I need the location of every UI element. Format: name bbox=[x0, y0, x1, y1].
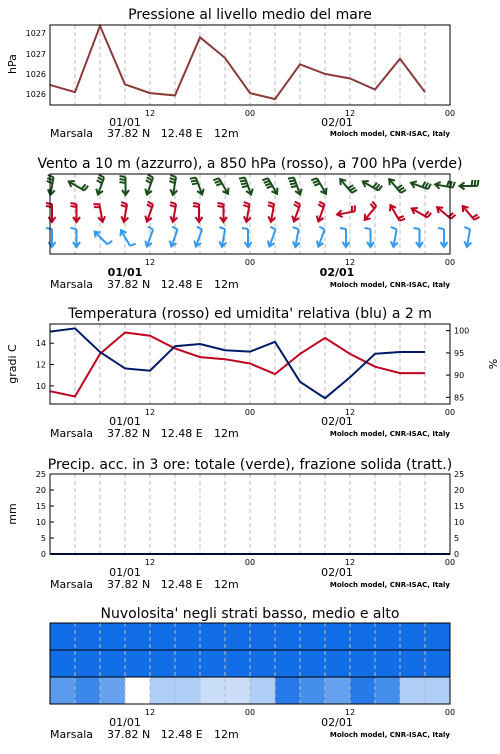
wind-barb-feather bbox=[398, 216, 404, 218]
wind-barb-feather bbox=[295, 202, 300, 205]
wind-barb-feather bbox=[391, 227, 397, 229]
wind-barb-feather bbox=[313, 181, 319, 183]
wind-barb-feather bbox=[399, 188, 404, 191]
cloud-cell bbox=[50, 677, 76, 704]
precipitation-panel bbox=[6, 457, 464, 591]
wind-barb bbox=[337, 205, 355, 217]
wind-barb-feather bbox=[172, 227, 177, 230]
wind-barb-feather bbox=[268, 205, 274, 207]
wind-barb-feather bbox=[48, 175, 54, 177]
station-coords: 37.82 N 12.48 E bbox=[107, 127, 203, 140]
wind-barb-feather bbox=[192, 183, 198, 184]
wind-barb-feather bbox=[239, 178, 245, 179]
wind-barb-feather bbox=[190, 178, 196, 179]
cloud-cell bbox=[375, 650, 401, 677]
wind-barb-feather bbox=[218, 203, 224, 204]
time-tick-label: 00 bbox=[445, 258, 455, 267]
cloud-cell bbox=[300, 650, 326, 677]
wind-barb-feather bbox=[447, 181, 449, 187]
wind-barb-feather bbox=[478, 180, 479, 186]
model-credit: Moloch model, CNR-ISAC, Italy bbox=[330, 130, 451, 138]
wind-barbs bbox=[46, 175, 480, 247]
wind-barb-feather bbox=[265, 183, 271, 185]
cloud-cell bbox=[100, 623, 126, 650]
cloud-cell bbox=[275, 677, 301, 704]
y-tick-label: 25 bbox=[36, 470, 46, 479]
y-tick-label-right: 25 bbox=[454, 470, 464, 479]
y-tick-label-right: 0 bbox=[454, 550, 459, 559]
cloud-cell bbox=[200, 650, 226, 677]
cloud-cell bbox=[125, 677, 151, 704]
cloud-cell bbox=[325, 650, 351, 677]
wind-barb bbox=[437, 207, 455, 219]
station-coords: 37.82 N 12.48 E bbox=[107, 427, 203, 440]
wind-barb-feather bbox=[288, 178, 294, 179]
wind-barb bbox=[213, 178, 228, 194]
wind-barb bbox=[170, 227, 178, 247]
y-tick-label: 15 bbox=[36, 502, 46, 511]
date-label: 02/01 bbox=[321, 415, 353, 428]
cloud-cell bbox=[250, 623, 276, 650]
cloud-cell bbox=[275, 650, 301, 677]
y-tick-label-right: 5 bbox=[454, 534, 459, 543]
cloud-cell bbox=[100, 677, 126, 704]
y-tick-label-right: 20 bbox=[454, 486, 464, 495]
cloud-cell bbox=[125, 650, 151, 677]
wind-barb bbox=[262, 178, 277, 194]
precipitation-ylabel: mm bbox=[6, 503, 19, 524]
wind-barb-feather bbox=[319, 227, 324, 230]
wind-barb-feather bbox=[350, 188, 355, 191]
wind-barb-feather bbox=[193, 206, 199, 207]
wind-barb-feather bbox=[130, 244, 136, 246]
cloud-panel bbox=[50, 606, 455, 741]
station-elevation: 12m bbox=[214, 427, 239, 440]
precipitation-frame bbox=[50, 474, 450, 554]
cloud-cell bbox=[350, 677, 376, 704]
model-credit: Moloch model, CNR-ISAC, Italy bbox=[330, 281, 451, 289]
wind-barb-feather bbox=[121, 202, 127, 204]
wind-barb-feather bbox=[219, 227, 225, 229]
time-tick-label: 00 bbox=[445, 708, 455, 717]
pressure-series-line bbox=[50, 26, 425, 99]
cloud-cell bbox=[425, 650, 451, 677]
cloud-cell bbox=[150, 677, 176, 704]
wind-barb bbox=[190, 178, 204, 195]
wind-barb bbox=[365, 228, 375, 247]
cloud-xticks bbox=[145, 708, 455, 717]
wind-barb bbox=[170, 202, 178, 222]
wind-barb bbox=[46, 203, 56, 222]
pressure-xticks bbox=[145, 109, 455, 118]
wind-barb bbox=[311, 178, 326, 194]
cloud-cell bbox=[75, 623, 101, 650]
wind-barb-feather bbox=[148, 227, 153, 230]
cloud-cell bbox=[200, 623, 226, 650]
y-tick-label-right: 90 bbox=[454, 371, 464, 380]
wind-barb-feather bbox=[425, 183, 428, 188]
wind-barb-feather bbox=[294, 204, 299, 207]
wind-barb bbox=[95, 232, 113, 245]
wind-title: Vento a 10 m (azzurro), a 850 hPa (rosso), a 700 hPa (verde) bbox=[37, 156, 462, 172]
wind-barb bbox=[268, 227, 276, 247]
y-tick-label: 5 bbox=[41, 534, 46, 543]
wind-barb-feather bbox=[240, 180, 246, 181]
wind-barb-feather bbox=[414, 228, 420, 229]
date-label: 02/01 bbox=[321, 116, 353, 129]
cloud-cell bbox=[200, 677, 226, 704]
wind-barb-feather bbox=[318, 204, 323, 207]
time-tick-label: 12 bbox=[345, 258, 355, 267]
cloud-cell bbox=[225, 623, 251, 650]
cloud-cell bbox=[175, 677, 201, 704]
wind-barb bbox=[390, 205, 405, 221]
wind-barb-feather bbox=[71, 206, 77, 207]
wind-barb-feather bbox=[290, 183, 296, 184]
wind-barb-feather bbox=[397, 185, 402, 188]
cloud-cell bbox=[75, 650, 101, 677]
cloud-cell bbox=[425, 623, 451, 650]
wind-barb bbox=[435, 181, 455, 189]
wind-barb bbox=[389, 179, 406, 193]
wind-barb-feather bbox=[311, 178, 317, 180]
y-tick-label: 0 bbox=[41, 550, 46, 559]
station-name: Marsala bbox=[50, 127, 93, 140]
cloud-cell bbox=[150, 623, 176, 650]
cloud-cell bbox=[175, 650, 201, 677]
wind-barb-feather bbox=[422, 182, 425, 187]
temperature-series-line bbox=[50, 333, 425, 397]
wind-barb-feather bbox=[197, 227, 202, 230]
cloud-cell bbox=[125, 623, 151, 650]
y-tick-label: 12 bbox=[36, 361, 46, 370]
wind-barb-feather bbox=[170, 178, 176, 180]
y-tick-label: 14 bbox=[36, 339, 46, 348]
pressure-title: Pressione al livello medio del mare bbox=[128, 7, 372, 23]
wind-barb-feather bbox=[472, 215, 477, 218]
cloud-cell bbox=[50, 623, 76, 650]
model-credit: Moloch model, CNR-ISAC, Italy bbox=[330, 430, 451, 438]
time-tick-label: 00 bbox=[245, 408, 255, 417]
wind-barb-feather bbox=[148, 202, 153, 205]
wind-barb bbox=[340, 179, 357, 193]
station-elevation: 12m bbox=[214, 127, 239, 140]
time-tick-label: 12 bbox=[345, 708, 355, 717]
y-tick-label-right: 15 bbox=[454, 502, 464, 511]
wind-barb-feather bbox=[193, 203, 199, 204]
station-elevation: 12m bbox=[214, 578, 239, 591]
wind-barb-feather bbox=[213, 178, 219, 180]
time-tick-label: 00 bbox=[445, 558, 455, 567]
wind-barb-feather bbox=[46, 203, 52, 204]
cloud-cell bbox=[175, 623, 201, 650]
wind-barb bbox=[463, 206, 480, 220]
cloud-cell bbox=[100, 650, 126, 677]
cloud-cell bbox=[75, 677, 101, 704]
wind-barb bbox=[464, 227, 471, 247]
wind-barb-feather bbox=[289, 180, 295, 181]
cloud-cell bbox=[400, 623, 426, 650]
wind-barb bbox=[194, 227, 202, 247]
pressure-ylabel: hPa bbox=[6, 54, 19, 74]
cloud-cell bbox=[225, 650, 251, 677]
wind-barb bbox=[121, 230, 136, 246]
cloud-cell bbox=[250, 650, 276, 677]
y-tick-label-right: 10 bbox=[454, 518, 464, 527]
date-label: 01/01 bbox=[109, 716, 141, 729]
wind-barb bbox=[293, 227, 300, 247]
wind-barb bbox=[411, 181, 431, 189]
wind-barb bbox=[193, 203, 203, 222]
wind-barb-feather bbox=[216, 183, 222, 185]
wind-xticks bbox=[145, 258, 455, 267]
wind-barb-feather bbox=[293, 227, 299, 229]
wind-barb-feather bbox=[215, 181, 221, 183]
wind-barb bbox=[46, 228, 56, 247]
wind-barb-feather bbox=[352, 190, 357, 193]
pressure-ytick: 1026 bbox=[26, 70, 46, 79]
time-tick-label: 12 bbox=[345, 109, 355, 118]
wind-barb-feather bbox=[475, 180, 476, 186]
station-name: Marsala bbox=[50, 578, 93, 591]
station-coords: 37.82 N 12.48 E bbox=[107, 278, 203, 291]
wind-barb-feather bbox=[243, 205, 249, 207]
cloud-cell bbox=[400, 650, 426, 677]
wind-barb bbox=[145, 227, 153, 247]
wind-barb-feather bbox=[244, 202, 250, 204]
precipitation-xticks bbox=[145, 558, 455, 567]
wind-barb bbox=[69, 181, 89, 191]
wind-barb bbox=[340, 228, 350, 247]
wind-barb bbox=[169, 175, 177, 195]
wind-barb-feather bbox=[428, 184, 431, 189]
wind-barb-feather bbox=[120, 176, 126, 177]
cloud-cell bbox=[275, 623, 301, 650]
pressure-ytick: 1026 bbox=[26, 90, 46, 99]
wind-barb bbox=[268, 202, 276, 222]
wind-barb bbox=[120, 176, 130, 195]
wind-barb-feather bbox=[242, 228, 248, 229]
wind-barb-feather bbox=[340, 228, 346, 229]
time-tick-label: 12 bbox=[145, 558, 155, 567]
wind-barb-feather bbox=[453, 182, 455, 188]
wind-barb-feather bbox=[401, 190, 406, 193]
wind-barb bbox=[145, 202, 153, 222]
wind-barb-feather bbox=[291, 186, 297, 187]
station-name: Marsala bbox=[50, 427, 93, 440]
pressure-panel bbox=[6, 7, 455, 140]
wind-barb bbox=[391, 227, 398, 247]
temperature-title: Temperatura (rosso) ed umidita' relativa (blu) a 2 m bbox=[67, 306, 432, 322]
wind-barb-feather bbox=[365, 228, 371, 229]
wind-barb bbox=[460, 180, 479, 190]
wind-barb-feather bbox=[71, 228, 77, 229]
wind-barb bbox=[292, 202, 300, 222]
wind-barb bbox=[317, 202, 325, 222]
station-name: Marsala bbox=[50, 728, 93, 741]
wind-barb bbox=[363, 181, 383, 191]
cloud-title: Nuvolosita' negli strati basso, medio e alto bbox=[101, 606, 400, 622]
cloud-cell bbox=[350, 650, 376, 677]
cloud-cell bbox=[300, 677, 326, 704]
cloud-cell bbox=[350, 623, 376, 650]
date-label: 01/01 bbox=[109, 116, 141, 129]
station-elevation: 12m bbox=[214, 728, 239, 741]
y-tick-label: 10 bbox=[36, 382, 46, 391]
precipitation-title: Precip. acc. in 3 ore: totale (verde), frazione solida (tratt.) bbox=[48, 457, 452, 473]
time-tick-label: 00 bbox=[245, 708, 255, 717]
time-tick-label: 00 bbox=[445, 408, 455, 417]
station-name: Marsala bbox=[50, 278, 93, 291]
wind-barb bbox=[218, 203, 228, 222]
time-tick-label: 00 bbox=[245, 558, 255, 567]
cloud-cell bbox=[325, 677, 351, 704]
time-tick-label: 12 bbox=[345, 558, 355, 567]
wind-barb-feather bbox=[218, 206, 224, 207]
wind-barb-feather bbox=[319, 202, 324, 205]
model-credit: Moloch model, CNR-ISAC, Italy bbox=[330, 581, 451, 589]
wind-barb-feather bbox=[262, 178, 268, 180]
wind-barb-feather bbox=[146, 180, 151, 183]
y-tick-label: 10 bbox=[36, 518, 46, 527]
wind-barb-feather bbox=[147, 177, 152, 180]
time-tick-label: 12 bbox=[345, 408, 355, 417]
wind-barb-feather bbox=[120, 179, 126, 180]
wind-barb-feather bbox=[148, 175, 153, 178]
wind-barb-feather bbox=[107, 241, 112, 245]
wind-barb bbox=[438, 228, 448, 247]
pressure-ytick: 1027 bbox=[26, 29, 46, 38]
temperature-ylabel: gradi C bbox=[6, 344, 19, 384]
humidity-ylabel: % bbox=[486, 359, 499, 369]
wind-barb-feather bbox=[472, 180, 473, 186]
time-tick-label: 12 bbox=[145, 408, 155, 417]
wind-barb-feather bbox=[191, 180, 197, 181]
model-credit: Moloch model, CNR-ISAC, Italy bbox=[330, 731, 451, 739]
wind-panel bbox=[37, 156, 479, 291]
time-tick-label: 12 bbox=[145, 109, 155, 118]
wind-barb bbox=[414, 228, 424, 247]
cloud-cell bbox=[400, 677, 426, 704]
date-label: 01/01 bbox=[108, 266, 143, 279]
wind-barb-feather bbox=[121, 205, 127, 207]
wind-barb-feather bbox=[464, 227, 470, 229]
time-tick-label: 00 bbox=[245, 258, 255, 267]
station-elevation: 12m bbox=[214, 278, 239, 291]
pressure-ytick: 1027 bbox=[26, 50, 46, 59]
wind-barb-feather bbox=[241, 183, 247, 184]
wind-barb-feather bbox=[242, 186, 248, 187]
wind-barb-feather bbox=[120, 182, 126, 183]
temperature-xticks bbox=[145, 408, 455, 417]
time-tick-label: 00 bbox=[445, 109, 455, 118]
cloud-cell bbox=[300, 623, 326, 650]
cloud-cell bbox=[50, 650, 76, 677]
wind-barb-feather bbox=[314, 183, 320, 185]
time-tick-label: 12 bbox=[145, 708, 155, 717]
date-label: 01/01 bbox=[109, 566, 141, 579]
wind-barb-feather bbox=[270, 227, 275, 230]
cloud-cell bbox=[250, 677, 276, 704]
wind-barb bbox=[412, 208, 432, 218]
y-tick-label-right: 95 bbox=[454, 349, 464, 358]
wind-barb-feather bbox=[97, 180, 102, 183]
wind-barb-feather bbox=[147, 204, 152, 207]
wind-barb bbox=[317, 227, 325, 247]
wind-barb-shaft bbox=[95, 232, 108, 245]
date-label: 01/01 bbox=[109, 415, 141, 428]
wind-barb-feather bbox=[71, 203, 77, 204]
y-tick-label: 20 bbox=[36, 486, 46, 495]
wind-barb bbox=[288, 178, 302, 195]
station-coords: 37.82 N 12.48 E bbox=[107, 578, 203, 591]
wind-barb bbox=[93, 204, 105, 222]
wind-barb-feather bbox=[46, 206, 52, 207]
cloud-cell bbox=[425, 677, 451, 704]
cloud-cell bbox=[375, 623, 401, 650]
cloud-cell bbox=[225, 677, 251, 704]
wind-barb bbox=[239, 178, 253, 195]
cloud-cell bbox=[150, 650, 176, 677]
wind-barb-feather bbox=[264, 181, 270, 183]
cloud-heatmap bbox=[50, 623, 451, 704]
wind-barb bbox=[145, 175, 153, 195]
date-label: 02/01 bbox=[321, 566, 353, 579]
wind-barb-feather bbox=[474, 217, 479, 220]
temperature-panel bbox=[6, 306, 499, 440]
y-tick-label-right: 100 bbox=[454, 327, 469, 336]
wind-barb bbox=[47, 175, 55, 195]
wind-barb-feather bbox=[267, 186, 273, 188]
date-label: 02/01 bbox=[321, 716, 353, 729]
cloud-cell bbox=[375, 677, 401, 704]
wind-barb-feather bbox=[46, 228, 52, 229]
time-tick-label: 00 bbox=[245, 109, 255, 118]
wind-barb-feather bbox=[169, 181, 175, 183]
time-tick-label: 12 bbox=[145, 258, 155, 267]
date-label: 02/01 bbox=[320, 266, 355, 279]
wind-barb-feather bbox=[98, 177, 103, 180]
wind-barb-feather bbox=[438, 228, 444, 229]
cloud-cell bbox=[325, 623, 351, 650]
wind-barb-feather bbox=[268, 202, 274, 204]
station-coords: 37.82 N 12.48 E bbox=[107, 728, 203, 741]
y-tick-label-right: 85 bbox=[454, 393, 464, 402]
wind-barb-feather bbox=[348, 185, 353, 188]
